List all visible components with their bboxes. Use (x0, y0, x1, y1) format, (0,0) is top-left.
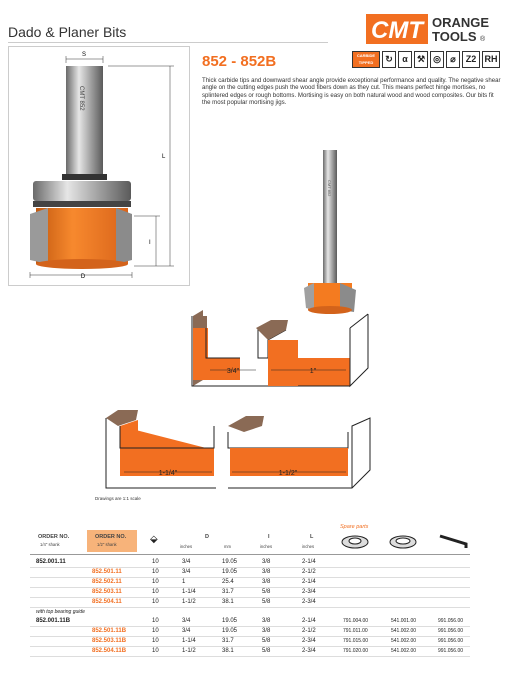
row-divider (30, 626, 470, 627)
row-divider (30, 577, 470, 578)
table-cell-p2: 541.002.00 (391, 628, 417, 634)
table-cell-p3: 991.056.00 (438, 638, 464, 644)
table-cell-i: 3/8 (262, 559, 271, 565)
col-i-sub: inches (260, 544, 273, 549)
col-d-mm: mm (224, 544, 231, 549)
table-cell-p2: 541.001.00 (391, 618, 417, 624)
logo-registered-mark: ® (480, 36, 486, 43)
table-cell-z: 10 (152, 638, 159, 644)
cut-label-3-4: 3/4" (226, 368, 240, 375)
table-cell-d_mm: 19.05 (222, 559, 238, 565)
shear-angle-icon: α (398, 51, 412, 68)
col-l: L (310, 534, 314, 540)
table-cell-d_mm: 19.05 (222, 569, 238, 575)
dim-d-label: D (80, 274, 86, 280)
table-cell-i: 5/8 (262, 638, 271, 644)
table-cell-d_in: 1-1/2 (182, 599, 196, 605)
carbide-tipped-badge: CARBIDE TIPPED (352, 51, 380, 68)
col-order-2: ORDER NO. (95, 534, 127, 540)
table-cell-d_in: 1-1/4 (182, 589, 196, 595)
table-cell-d_in: 1 (182, 579, 186, 585)
table-cell-z: 10 (152, 559, 159, 565)
scale-note: Drawings are 1:1 scale (95, 496, 141, 501)
col-d: D (205, 534, 209, 540)
logo-cmt-text: CMT (371, 17, 423, 44)
model-range: 852 - 852B (202, 53, 277, 70)
dim-i-label: I (149, 240, 151, 246)
table-cell-i: 5/8 (262, 589, 271, 595)
table-cell-d_mm: 25.4 (222, 579, 234, 585)
table-cell-o1: 852.001.11B (36, 618, 71, 624)
allen-screw-icon (390, 536, 416, 548)
table-cell-l: 2-1/4 (302, 618, 316, 624)
logo-tools-text: TOOLS (432, 29, 477, 44)
table-cell-l: 2-1/4 (302, 579, 316, 585)
bearing-note: with top bearing guide (36, 609, 85, 615)
cut-label-1: 1" (309, 368, 317, 375)
table-cell-z: 10 (152, 579, 159, 585)
table-cell-i: 5/8 (262, 599, 271, 605)
table-cell-i: 3/8 (262, 579, 271, 585)
bearing-icon (342, 536, 368, 548)
table-cell-p1: 791.011.00 (343, 628, 368, 634)
table-cell-o2: 852.501.11B (92, 628, 127, 634)
col-i: I (268, 534, 270, 540)
table-cell-p1: 791.020.00 (343, 648, 369, 654)
flute-icon: ⌀ (446, 51, 460, 68)
table-cell-o2: 852.502.11 (92, 579, 122, 585)
table-cell-p3: 991.056.00 (438, 648, 464, 654)
table-cell-l: 2-1/2 (302, 628, 316, 634)
table-cell-p1: 791.015.00 (343, 638, 369, 644)
row-divider (30, 656, 470, 657)
cut-label-1-1-4: 1-1/4" (158, 470, 178, 477)
bit-cutter-body (36, 208, 128, 264)
table-cell-d_mm: 19.05 (222, 618, 238, 624)
table-cell-d_mm: 19.05 (222, 628, 238, 634)
table-cell-i: 3/8 (262, 628, 271, 634)
page-title: Dado & Planer Bits (8, 24, 127, 40)
table-cell-l: 2-1/2 (302, 569, 316, 575)
table-cell-l: 2-1/4 (302, 559, 316, 565)
table-cell-o2: 852.501.11 (92, 569, 122, 575)
table-cell-o2: 852.503.11B (92, 638, 127, 644)
cut-profile-upper (192, 310, 368, 386)
table-cell-o2: 852.503.11 (92, 589, 122, 595)
table-cell-o2: 852.504.11B (92, 648, 127, 654)
table-cell-i: 3/8 (262, 569, 271, 575)
table-cell-p2: 541.002.00 (391, 648, 417, 654)
table-cell-l: 2-3/4 (302, 648, 316, 654)
logo-orange-text: ORANGE (432, 15, 490, 30)
row-divider (30, 607, 470, 608)
bearing-icon: ◎ (430, 51, 444, 68)
spare-part-icons (340, 530, 480, 552)
table-cell-d_mm: 38.1 (222, 648, 234, 654)
table-cell-d_in: 1-1/4 (182, 638, 196, 644)
table-cell-o1: 852.001.11 (36, 559, 66, 565)
table-cell-d_mm: 31.7 (222, 638, 234, 644)
col-l-sub: inches (302, 544, 315, 549)
dim-s-label: S (81, 52, 87, 58)
col-d-inches: inches (180, 544, 193, 549)
shank-engraving: CMT 852 (78, 86, 84, 111)
bit-illustration (300, 150, 370, 325)
row-divider (30, 587, 470, 588)
table-cell-l: 2-3/4 (302, 599, 316, 605)
table-cell-z: 10 (152, 618, 159, 624)
table-cell-z: 10 (152, 569, 159, 575)
col-order-2-sub: 1/2" shank (97, 542, 117, 547)
table-cell-d_in: 3/4 (182, 569, 191, 575)
col-order-1: ORDER NO. (38, 534, 70, 540)
table-cell-p1: 791.004.00 (343, 618, 369, 624)
table-cell-d_in: 3/4 (182, 618, 191, 624)
row-divider (30, 636, 470, 637)
spare-parts-label: Spare parts (340, 524, 369, 530)
rh-badge: RH (482, 51, 500, 68)
bit-dimension-drawing (8, 46, 190, 286)
cut-label-1-1-2: 1-1/2" (278, 470, 298, 477)
row-divider (30, 646, 470, 647)
product-description: Thick carbide tips and downward shear angle provide exceptional performance and quality. The negative shear angle on the cutting edges push the wood fibers down as they cut. This means perfect hinge mortises, no splintered edges or rough bottoms. Mortising is easy on both natural wood and wood composites. Our bits fit the most popular mortising jigs. (202, 77, 501, 107)
table-cell-z: 10 (152, 589, 159, 595)
shank-engraving-small: CMT 852 (327, 180, 332, 197)
table-cell-z: 10 (152, 628, 159, 634)
feed-direction-icon: ↻ (382, 51, 396, 68)
dim-l-label: L (162, 154, 166, 160)
table-cell-z: 10 (152, 599, 159, 605)
table-cell-d_in: 3/4 (182, 628, 191, 634)
table-cell-d_in: 1-1/2 (182, 648, 196, 654)
table-cell-o2: 852.504.11 (92, 599, 122, 605)
table-cell-d_in: 3/4 (182, 559, 191, 565)
header-divider (30, 554, 470, 555)
teeth-count-icon: ⬙ (150, 534, 158, 545)
table-cell-d_mm: 38.1 (222, 599, 234, 605)
col-order-1-sub: 1/4" shank (40, 542, 60, 547)
table-cell-d_mm: 31.7 (222, 589, 234, 595)
cut-profile-lower (106, 410, 370, 488)
table-cell-i: 3/8 (262, 618, 271, 624)
allen-key-icon (440, 536, 466, 548)
table-cell-i: 5/8 (262, 648, 271, 654)
table-cell-z: 10 (152, 648, 159, 654)
table-cell-l: 2-3/4 (302, 638, 316, 644)
z2-badge: Z2 (462, 51, 480, 68)
row-divider (30, 567, 470, 568)
row-divider (30, 597, 470, 598)
table-cell-p3: 991.056.00 (438, 618, 464, 624)
cut-profile-drawings (88, 308, 508, 503)
table-cell-l: 2-3/4 (302, 589, 316, 595)
table-cell-p3: 991.056.00 (438, 628, 464, 634)
title-divider (8, 42, 328, 43)
bit-shank (66, 66, 103, 178)
table-cell-p2: 541.002.00 (391, 638, 417, 644)
cmt-logo (366, 14, 504, 44)
cutter-icon: ⚒ (414, 51, 428, 68)
